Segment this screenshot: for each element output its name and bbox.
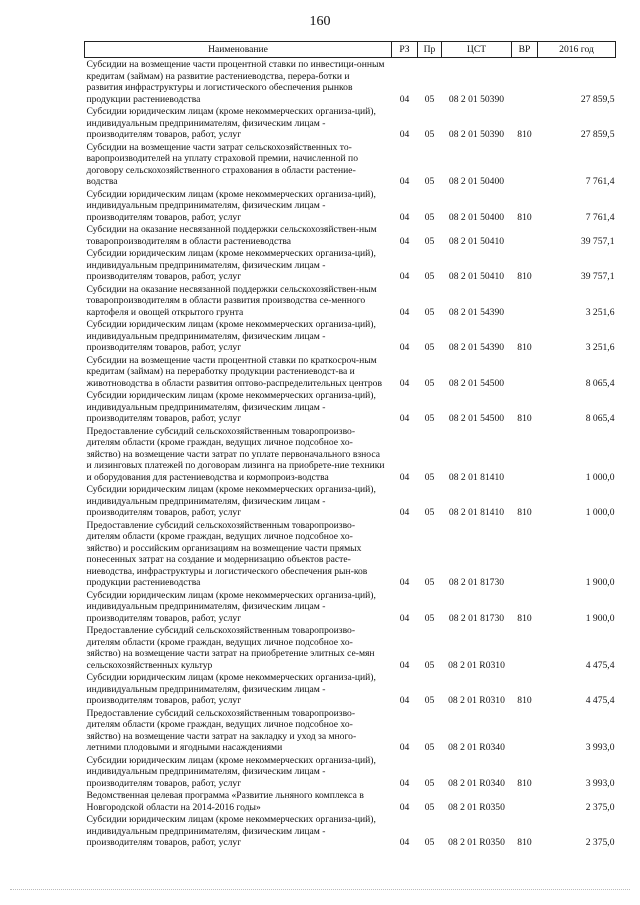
- table-row: [85, 425, 616, 484]
- cell-cst: 08 2 01 81730: [448, 577, 505, 588]
- cell-rz: 04: [399, 659, 410, 671]
- cell-sum: 39 757,1: [580, 235, 615, 247]
- cell-rz: 04: [399, 413, 410, 424]
- cell-pr: 05: [424, 471, 435, 483]
- cell-rz: 04: [399, 801, 410, 813]
- cell-pr: 05: [424, 801, 435, 813]
- table-row: [85, 483, 616, 519]
- page-number: 160: [309, 14, 331, 29]
- cell-sum: 2 375,0: [585, 837, 615, 848]
- cell-pr: 05: [424, 211, 435, 223]
- table-row: [85, 789, 616, 813]
- cell-vr: [512, 707, 538, 754]
- cell-cst: 08 2 01 50400: [448, 211, 505, 223]
- table-row: [85, 58, 616, 106]
- cell-sum: 3 251,6: [585, 306, 615, 318]
- table-header: [85, 42, 616, 58]
- cell-cst: 08 2 01 81410: [448, 471, 505, 483]
- cell-vr: [512, 141, 538, 188]
- cell-sum: 7 761,4: [585, 176, 615, 187]
- cell-vr: [512, 354, 538, 390]
- cell-vr: 810: [517, 413, 532, 424]
- table-row: [85, 813, 616, 849]
- cell-sum: 39 757,1: [580, 271, 615, 282]
- cell-rz: 04: [399, 211, 410, 223]
- budget-table: [84, 41, 616, 849]
- cell-sum: 27 859,5: [580, 129, 615, 140]
- cell-pr: 05: [424, 577, 435, 588]
- cell-vr: 810: [517, 612, 532, 624]
- cell-cst: 08 2 01 R0310: [448, 695, 505, 706]
- cell-pr: 05: [424, 777, 435, 789]
- cell-rz: 04: [399, 695, 410, 706]
- cell-cst: 08 2 01 R0340: [448, 742, 505, 753]
- table-row: [85, 141, 616, 188]
- cell-vr: 810: [517, 129, 532, 140]
- cell-sum: 4 475,4: [585, 695, 615, 706]
- cell-vr: [512, 519, 538, 589]
- column-header-cst: ЦСТ: [442, 42, 512, 58]
- cell-vr: 810: [517, 695, 532, 706]
- cell-pr: 05: [424, 659, 435, 671]
- cell-name: Предоставление субсидий сельскохозяйственным товаропроизво-дителям области (кроме граждан, ведущих личное подсобное хо-зяйство) на возмещение части затрат на приобретение элитных се-мян сельскохозяйственных культур: [86, 625, 375, 671]
- table-row: [85, 283, 616, 319]
- cell-name: Ведомственная целевая программа «Развитие льняного комплекса в Новгородской области на 2014-2016 годы»: [86, 790, 364, 813]
- table-row: [85, 519, 616, 589]
- cell-cst: 08 2 01 54390: [448, 342, 505, 353]
- column-header-name: Наименование: [85, 42, 392, 58]
- cell-cst: 08 2 01 50390: [448, 93, 505, 105]
- table-row: [85, 624, 616, 671]
- cell-cst: 08 2 01 50400: [448, 176, 505, 187]
- cell-vr: [512, 425, 538, 484]
- cell-rz: 04: [399, 129, 410, 140]
- table-row: [85, 589, 616, 625]
- table-row: [85, 389, 616, 425]
- cell-rz: 04: [399, 577, 410, 588]
- cell-vr: [512, 58, 538, 106]
- cell-pr: 05: [424, 93, 435, 105]
- table-row: [85, 354, 616, 390]
- cell-pr: 05: [424, 695, 435, 706]
- column-header-vr: ВР: [512, 42, 538, 58]
- cell-pr: 05: [424, 271, 435, 282]
- cell-vr: 810: [517, 507, 532, 518]
- cell-name: Субсидии юридическим лицам (кроме некоммерческих организа-ций), индивидуальным предпринимателям, физическим лицам - производителям товаров, работ, услуг: [86, 484, 376, 518]
- cell-name: Предоставление субсидий сельскохозяйственным товаропроизво-дителям области (кроме граждан, ведущих личное подсобное хо-зяйство) и российским организациям на возмещение части прямых понесенных затрат на создание и модернизацию объектов расте-ниеводства, инфраструктуры и логистического обеспечения рын-ков продукции растениеводства: [86, 519, 368, 588]
- cell-rz: 04: [399, 777, 410, 789]
- cell-cst: 08 2 01 50390: [448, 129, 505, 140]
- cell-rz: 04: [399, 507, 410, 518]
- cell-sum: 8 065,4: [585, 413, 615, 424]
- cell-name: Субсидии юридическим лицам (кроме некоммерческих организа-ций), индивидуальным предпринимателям, физическим лицам - производителям товаров, работ, услуг: [86, 814, 376, 848]
- table-row: [85, 223, 616, 247]
- cell-cst: 08 2 01 R0340: [448, 777, 505, 789]
- table-body: [85, 58, 616, 849]
- cell-rz: 04: [399, 271, 410, 282]
- cell-name: Субсидии юридическим лицам (кроме некоммерческих организа-ций), индивидуальным предпринимателям, физическим лицам - производителям товаров, работ, услуг: [86, 589, 376, 624]
- cell-pr: 05: [424, 413, 435, 424]
- cell-rz: 04: [399, 306, 410, 318]
- cell-vr: [512, 223, 538, 247]
- cell-sum: 27 859,5: [580, 93, 615, 105]
- cell-sum: 1 900,0: [585, 612, 615, 624]
- cell-cst: 08 2 01 50410: [448, 271, 505, 282]
- cell-rz: 04: [399, 377, 410, 389]
- cell-sum: 3 993,0: [585, 777, 615, 789]
- cell-sum: 2 375,0: [585, 801, 615, 813]
- cell-name: Субсидии юридическим лицам (кроме некоммерческих организа-ций), индивидуальным предпринимателям, физическим лицам - производителям товаров, работ, услуг: [86, 319, 376, 353]
- cell-sum: 1 900,0: [585, 577, 615, 588]
- cell-cst: 08 2 01 54500: [448, 377, 505, 389]
- cell-rz: 04: [399, 837, 410, 848]
- cell-pr: 05: [424, 342, 435, 353]
- cell-cst: 08 2 01 81730: [448, 612, 505, 624]
- column-header-year: 2016 год: [538, 42, 616, 58]
- cell-sum: 1 000,0: [585, 507, 615, 518]
- cell-vr: [512, 789, 538, 813]
- table-row: [85, 247, 616, 283]
- cell-rz: 04: [399, 235, 410, 247]
- cell-pr: 05: [424, 377, 435, 389]
- cell-name: Субсидии юридическим лицам (кроме некоммерческих организа-ций), индивидуальным предпринимателям, физическим лицам - производителям товаров, работ, услуг: [86, 248, 376, 282]
- table-row: [85, 318, 616, 354]
- cell-pr: 05: [424, 507, 435, 518]
- cell-sum: 4 475,4: [585, 659, 615, 671]
- cell-cst: 08 2 01 R0310: [448, 659, 505, 671]
- cell-name: Субсидии юридическим лицам (кроме некоммерческих организа-ций), индивидуальным предпринимателям, физическим лицам - производителям товаров, работ, услуг: [86, 390, 376, 424]
- cell-cst: 08 2 01 50410: [448, 235, 505, 247]
- table-row: [85, 754, 616, 790]
- cell-cst: 08 2 01 R0350: [448, 801, 505, 813]
- cell-name: Субсидии юридическим лицам (кроме некоммерческих организа-ций), индивидуальным предпринимателям, физическим лицам - производителям товаров, работ, услуг: [86, 672, 376, 706]
- cell-cst: 08 2 01 R0350: [448, 837, 505, 848]
- cell-vr: 810: [517, 777, 532, 789]
- cell-vr: 810: [517, 211, 532, 223]
- cell-pr: 05: [424, 129, 435, 140]
- scan-artifact-line: [10, 889, 630, 890]
- table-row: [85, 105, 616, 141]
- cell-pr: 05: [424, 612, 435, 624]
- table-row: [85, 671, 616, 707]
- cell-vr: 810: [517, 271, 532, 282]
- cell-name: Субсидии на возмещение части затрат сельскохозяйственных то-варопроизводителей на уплату страховой премии, начисленной по договору сельскохозяйственного страхования в области растение-водства: [86, 141, 358, 187]
- column-header-rz: РЗ: [392, 42, 418, 58]
- cell-pr: 05: [424, 306, 435, 318]
- cell-name: Субсидии юридическим лицам (кроме некоммерческих организа-ций), индивидуальным предпринимателям, физическим лицам - производителям товаров, работ, услуг: [86, 754, 376, 789]
- cell-name: Субсидии юридическим лицам (кроме некоммерческих организа-ций), индивидуальным предпринимателям, физическим лицам - производителям товаров, работ, услуг: [86, 188, 376, 223]
- header-row: [85, 42, 616, 58]
- cell-rz: 04: [399, 342, 410, 353]
- cell-cst: 08 2 01 54390: [448, 306, 505, 318]
- cell-rz: 04: [399, 93, 410, 105]
- cell-name: Субсидии на оказание несвязанной поддержки сельскохозяйствен-ным товаропроизводителям в области растениеводства: [86, 224, 377, 247]
- cell-pr: 05: [424, 235, 435, 247]
- table-row: [85, 188, 616, 224]
- cell-vr: 810: [517, 837, 532, 848]
- cell-pr: 05: [424, 837, 435, 848]
- column-header-pr: Пр: [418, 42, 442, 58]
- cell-name: Субсидии на оказание несвязанной поддержки сельскохозяйствен-ным товаропроизводителям в области развития производства се-менного картофеля и овощей открытого грунта: [86, 283, 377, 318]
- cell-name: Субсидии юридическим лицам (кроме некоммерческих организа-ций), индивидуальным предпринимателям, физическим лицам - производителям товаров, работ, услуг: [86, 106, 376, 140]
- cell-vr: [512, 624, 538, 671]
- cell-rz: 04: [399, 471, 410, 483]
- cell-name: Предоставление субсидий сельскохозяйственным товаропроизво-дителям области (кроме граждан, ведущих личное подсобное хо-зяйство) на возмещение части затрат на закладку и уход за много-летними плодовыми и ягодными насаждениями: [86, 707, 357, 753]
- table-row: [85, 707, 616, 754]
- cell-pr: 05: [424, 742, 435, 753]
- cell-sum: 7 761,4: [585, 211, 615, 223]
- cell-name: Предоставление субсидий сельскохозяйственным товаропроизво-дителям области (кроме граждан, ведущих личное подсобное хо-зяйство) на возмещение части затрат по уплате первоначального взноса и лизинговых платежей по договорам лизинга на приобрете-ние техники и оборудования для растениеводства и кормопроиз-водства: [86, 425, 385, 483]
- cell-rz: 04: [399, 176, 410, 187]
- cell-sum: 1 000,0: [585, 471, 615, 483]
- cell-cst: 08 2 01 81410: [448, 507, 505, 518]
- cell-sum: 3 993,0: [585, 742, 615, 753]
- cell-sum: 8 065,4: [585, 377, 615, 389]
- cell-cst: 08 2 01 54500: [448, 413, 505, 424]
- cell-vr: 810: [517, 342, 532, 353]
- cell-pr: 05: [424, 176, 435, 187]
- cell-rz: 04: [399, 612, 410, 624]
- cell-vr: [512, 283, 538, 319]
- cell-name: Субсидии на возмещение части процентной ставки по инвестици-онным кредитам (займам) на развитие растениеводства, перера-ботки и развития инфраструктуры и логистического обеспечения рынков продукции растениеводства: [86, 59, 385, 105]
- cell-rz: 04: [399, 742, 410, 753]
- cell-sum: 3 251,6: [585, 342, 615, 353]
- cell-name: Субсидии на возмещение части процентной ставки по краткосроч-ным кредитам (займам) на переработку продукции растениеводст-ва и животноводства в области развития оптово-распределительных центров: [86, 354, 382, 389]
